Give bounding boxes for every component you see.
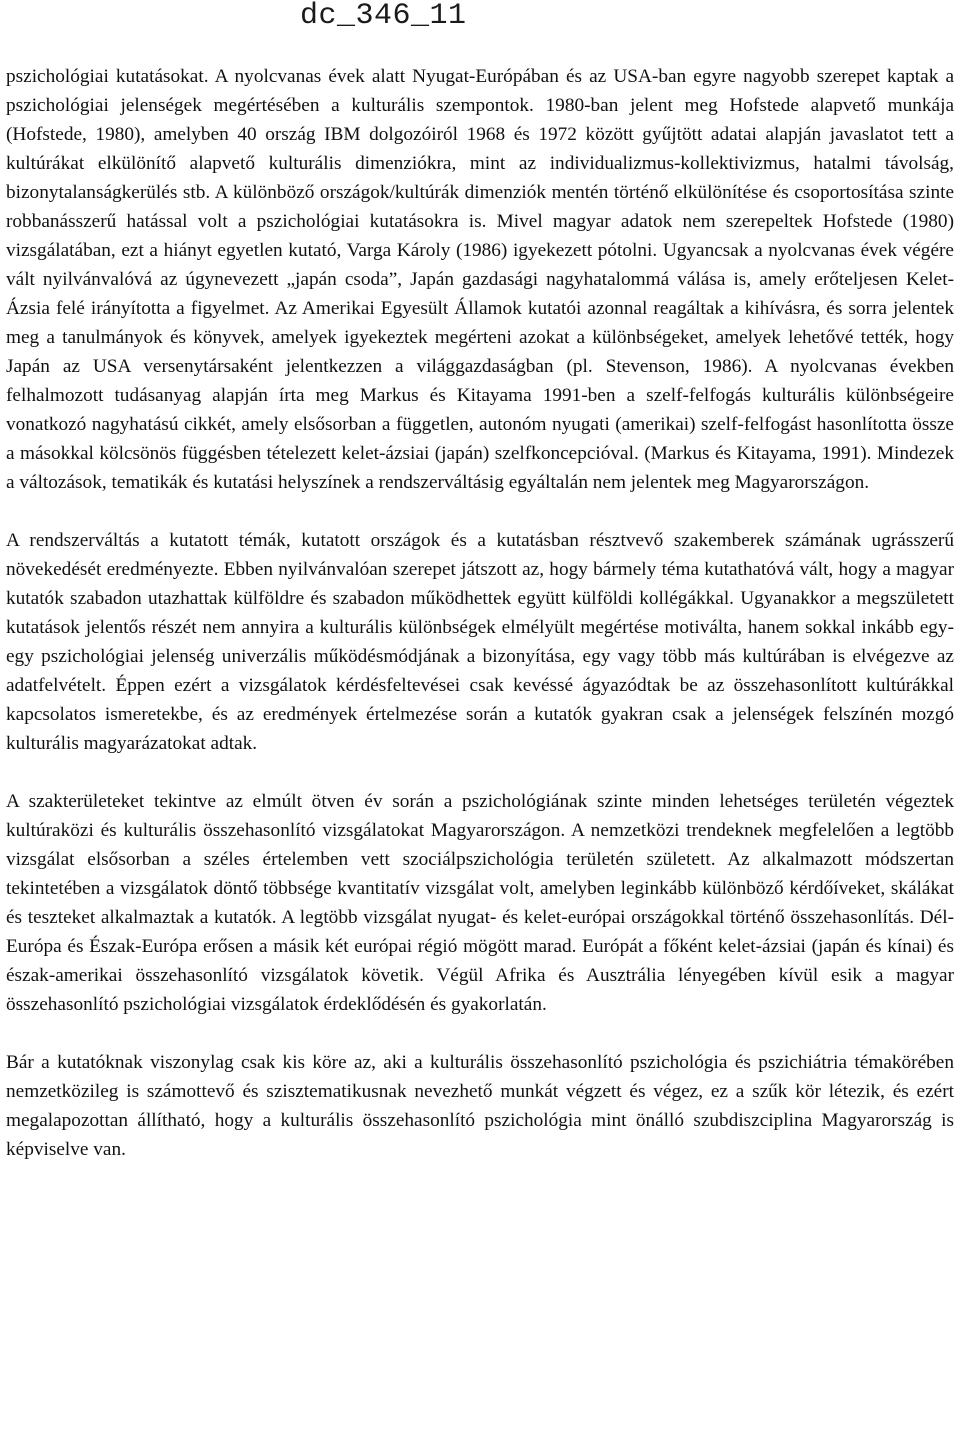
document-body (6, 62, 954, 1164)
paragraph: Bár a kutatóknak viszonylag csak kis köre az, aki a kulturális összehasonlító pszichológia és pszichiátria témakörében nemzetközileg is számottevő és szisztematikusnak nevezhető munkát végzett és végez, ez a szűk kör létezik, és ezért megalapozottan állítható, hogy a kulturális összehasonlító pszichológia mint önálló szubdiszciplina Magyarország is képviselve van. (6, 1052, 954, 1160)
page-header-code: dc_346_11 (300, 0, 467, 33)
paragraph: A szakterületeket tekintve az elmúlt ötven év során a pszichológiának szinte minden lehetséges területén végeztek kultúraközi és kulturális összehasonlító vizsgálatokat Magyarországon. A nemzetközi trendeknek megfelelően a legtöbb vizsgálat elsősorban a széles értelemben vett szociálpszichológia területén született. Az alkalmazott módszertan tekintetében a vizsgálatok döntő többsége kvantitatív vizsgálat volt, amelyben leginkább különböző kérdőíveket, skálákat és teszteket alkalmaztak a kutatók. A legtöbb vizsgálat nyugat- és kelet-európai országokkal történő összehasonlítás. Dél-Európa és Észak-Európa erősen a másik két európai régió mögött marad. Európát a főként kelet-ázsiai (japán és kínai) és észak-amerikai összehasonlító vizsgálatok követik. Végül Afrika és Ausztrália lényegében kívül esik a magyar összehasonlító pszichológiai vizsgálatok érdeklődésén és gyakorlatán. (6, 791, 954, 1015)
paragraph: pszichológiai kutatásokat. A nyolcvanas évek alatt Nyugat-Európában és az USA-ban egyre nagyobb szerepet kaptak a pszichológiai jelenségek megértésében a kulturális szempontok. 1980-ban jelent meg Hofstede alapvető munkája (Hofstede, 1980), amelyben 40 ország IBM dolgozóiról 1968 és 1972 között gyűjtött adatai alapján javaslatot tett a kultúrákat elkülönítő alapvető kulturális dimenziókra, mint az individualizmus-kollektivizmus, hatalmi távolság, bizonytalanságkerülés stb. A különböző országok/kultúrák dimenziók mentén történő elkülönítése és csoportosítása szinte robbanásszerű hatással volt a pszichológiai kutatásokra is. Mivel magyar adatok nem szerepeltek Hofstede (1980) vizsgálatában, ezt a hiányt egyetlen kutató, Varga Károly (1986) igyekezett pótolni. Ugyancsak a nyolcvanas évek végére vált nyilvánvalóvá az úgynevezett „japán csoda”, Japán gazdasági nagyhatalommá válása is, amely erőteljesen Kelet-Ázsia felé irányította a figyelmet. Az Amerikai Egyesült Államok kutatói azonnal reagáltak a kihívásra, és sorra jelentek meg a tanulmányok és könyvek, amelyek igyekeztek megérteni azokat a különbségeket, amelyek lehetővé tették, hogy Japán az USA versenytársaként jelentkezzen a világgazdaságban (pl. Stevenson, 1986). A nyolcvanas években felhalmozott tudásanyag alapján írta meg Markus és Kitayama 1991-ben a szelf-felfogás kulturális különbségeire vonatkozó nagyhatású cikkét, amely elsősorban a független, autonóm nyugati (amerikai) szelf-felfogást hasonlította össze a másokkal kölcsönös függésben tételezett kelet-ázsiai (japán) szelfkoncepcióval. (Markus és Kitayama, 1991). Mindezek a változások, tematikák és kutatási helyszínek a rendszerváltásig egyáltalán nem jelentek meg Magyarországon. (6, 66, 954, 493)
paragraph: A rendszerváltás a kutatott témák, kutatott országok és a kutatásban résztvevő szakemberek számának ugrásszerű növekedését eredményezte. Ebben nyilvánvalóan szerepet játszott az, hogy bármely téma kutathatóvá vált, hogy a magyar kutatók szabadon utazhattak külföldre és szabadon működhettek együtt külföldi kollégákkal. Ugyanakkor a megszületett kutatások jelentős részét nem annyira a kulturális különbségek elmélyült megértése motiválta, hanem sokkal inkább egy-egy pszichológiai jelenség univerzális működésmódjának a bizonyítása, egy vagy több más kultúrában is elvégezve az adatfelvételt. Éppen ezért a vizsgálatok kérdésfeltevései csak kevéssé ágyazódtak be az összehasonlított kultúrákkal kapcsolatos ismeretekbe, és az eredmények értelmezése során a kutatók gyakran csak a jelenségek felszínén mozgó kulturális magyarázatokat adtak. (6, 530, 954, 754)
